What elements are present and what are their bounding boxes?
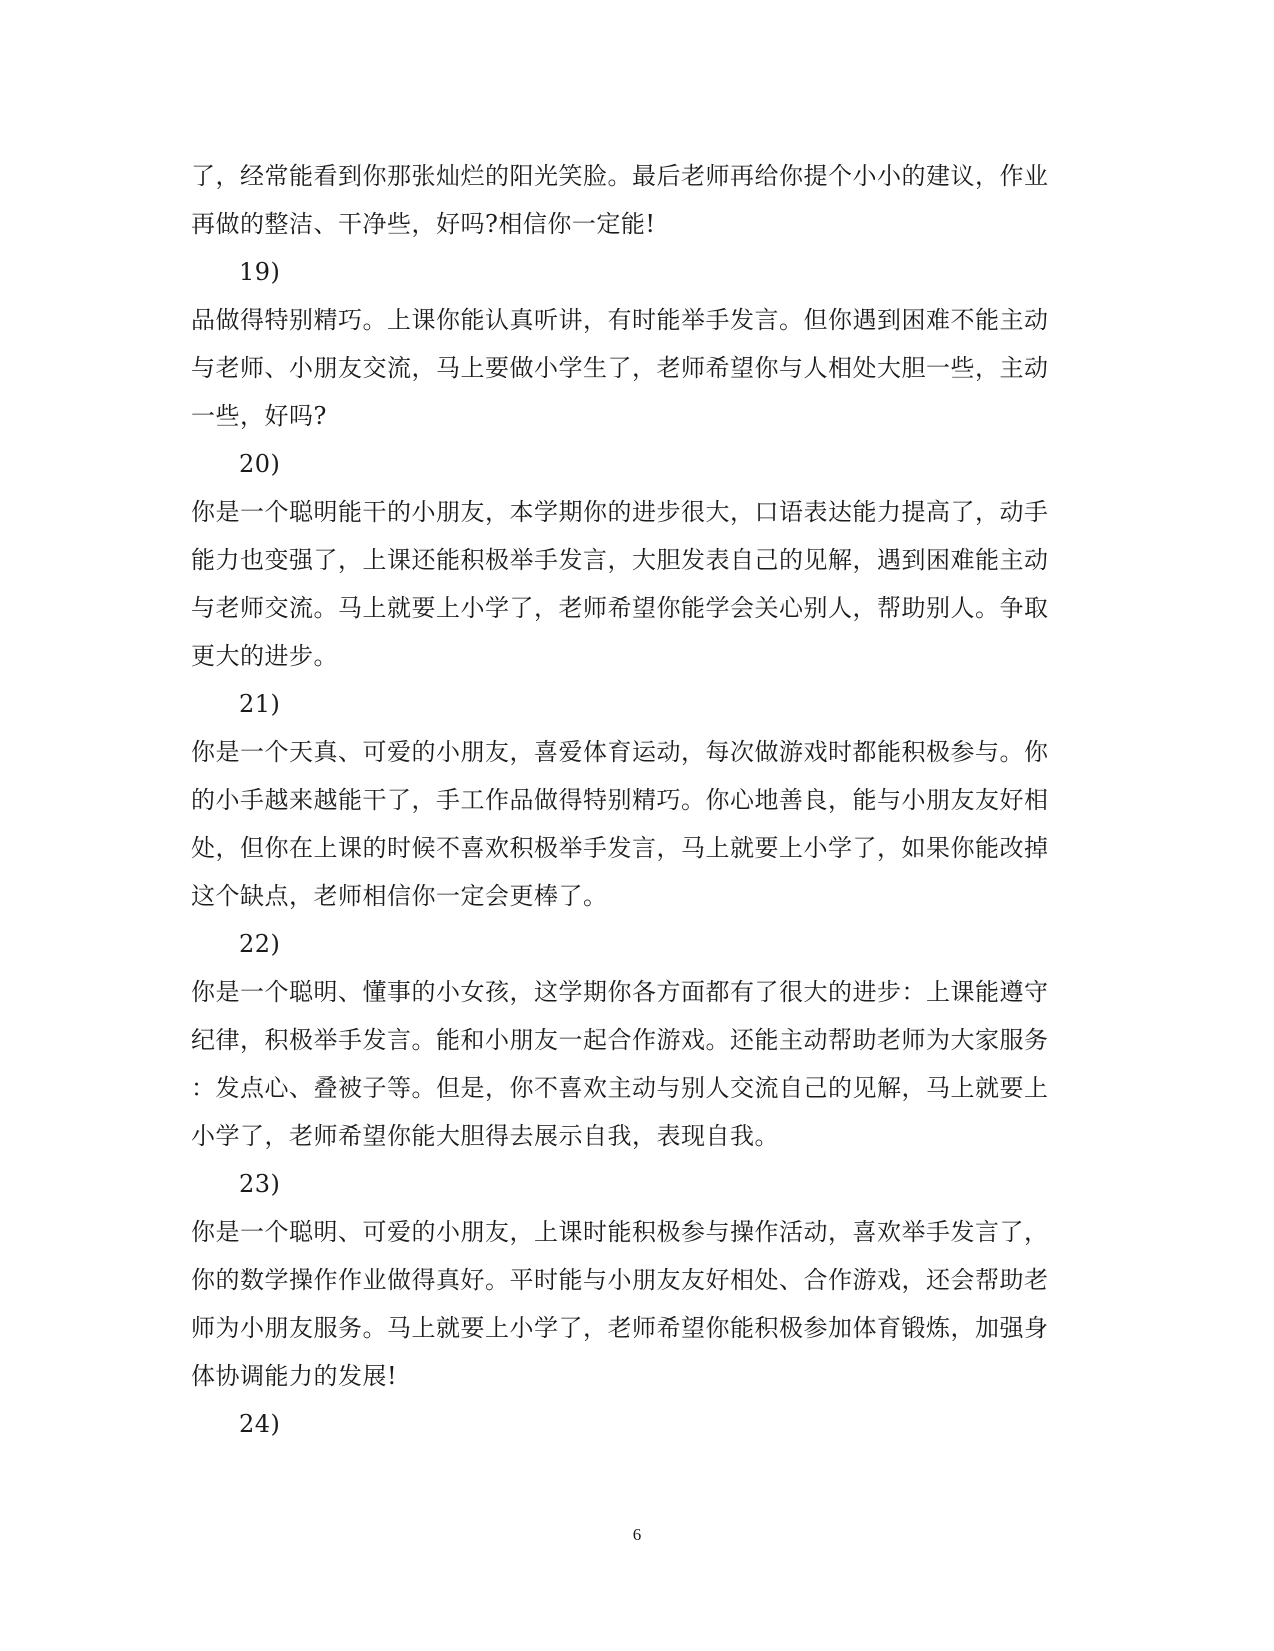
body-line: 你是一个聪明、懂事的小女孩，这学期你各方面都有了很大的进步：上课能遵守 — [191, 978, 1049, 1006]
body-line: 再做的整洁、干净些，好吗?相信你一定能! — [191, 210, 656, 238]
item-number: 24) — [239, 1410, 281, 1438]
body-line: 体协调能力的发展! — [191, 1362, 398, 1390]
body-line: 了，经常能看到你那张灿烂的阳光笑脸。最后老师再给你提个小小的建议，作业 — [191, 162, 1049, 190]
document-body — [191, 152, 1071, 1448]
body-line: 能力也变强了，上课还能积极举手发言，大胆发表自己的见解，遇到困难能主动 — [191, 546, 1049, 574]
item-number: 22) — [239, 930, 281, 958]
body-line: 的小手越来越能干了，手工作品做得特别精巧。你心地善良，能与小朋友友好相 — [191, 786, 1049, 814]
body-line: 这个缺点，老师相信你一定会更棒了。 — [191, 882, 608, 910]
body-line: 你是一个聪明、可爱的小朋友，上课时能积极参与操作活动，喜欢举手发言了， — [191, 1218, 1049, 1246]
body-line: 处，但你在上课的时候不喜欢积极举手发言，马上就要上小学了，如果你能改掉 — [191, 834, 1049, 862]
body-line: 你的数学操作作业做得真好。平时能与小朋友友好相处、合作游戏，还会帮助老 — [191, 1266, 1049, 1294]
item-number: 19) — [239, 258, 281, 286]
body-line: 你是一个天真、可爱的小朋友，喜爱体育运动，每次做游戏时都能积极参与。你 — [191, 738, 1049, 766]
item-number: 21) — [239, 690, 281, 718]
body-line: 你是一个聪明能干的小朋友，本学期你的进步很大，口语表达能力提高了，动手 — [191, 498, 1049, 526]
body-line: 师为小朋友服务。马上就要上小学了，老师希望你能积极参加体育锻炼，加强身 — [191, 1314, 1049, 1342]
body-line: ：发点心、叠被子等。但是，你不喜欢主动与别人交流自己的见解，马上就要上 — [191, 1074, 1049, 1102]
item-number: 20) — [239, 450, 281, 478]
body-line: 更大的进步。 — [191, 642, 338, 670]
body-line: 小学了，老师希望你能大胆得去展示自我，表现自我。 — [191, 1122, 779, 1150]
item-number: 23) — [239, 1170, 281, 1198]
page-number: 6 — [632, 1525, 642, 1544]
body-line: 与老师交流。马上就要上小学了，老师希望你能学会关心别人，帮助别人。争取 — [191, 594, 1049, 622]
body-line: 品做得特别精巧。上课你能认真听讲，有时能举手发言。但你遇到困难不能主动 — [191, 306, 1049, 334]
body-line: 与老师、小朋友交流，马上要做小学生了，老师希望你与人相处大胆一些，主动 — [191, 354, 1049, 382]
body-line: 纪律，积极举手发言。能和小朋友一起合作游戏。还能主动帮助老师为大家服务 — [191, 1026, 1049, 1054]
body-line: 一些，好吗? — [191, 402, 327, 430]
